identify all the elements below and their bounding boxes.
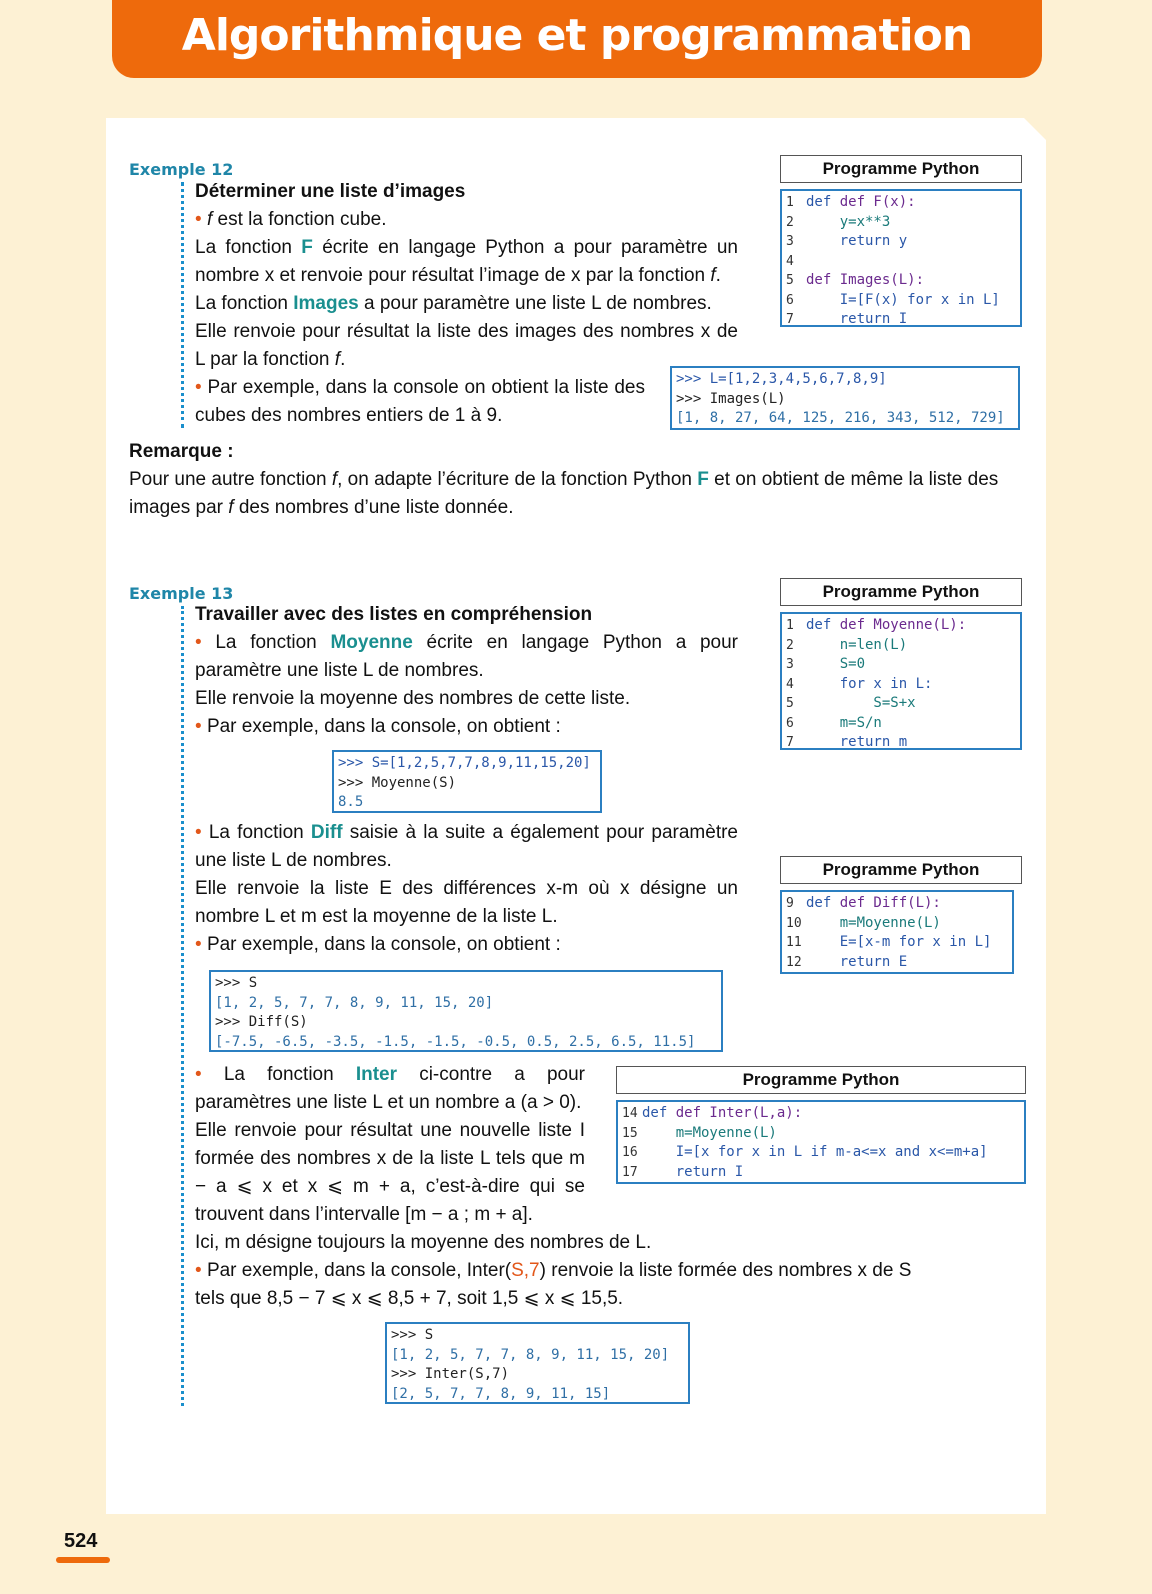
code-line: 14 def def Inter(L,a): xyxy=(622,1105,803,1121)
paragraph-images-result: Elle renvoie pour résultat la liste des images des nombres x de L par la fonction f. xyxy=(195,321,738,370)
page-number: 524 xyxy=(64,1530,98,1552)
paragraph-moyenne-result: Elle renvoie la moyenne des nombres de cette liste. xyxy=(195,688,631,709)
remark-title: Remarque : xyxy=(129,441,234,462)
console-line: >>> L=[1,2,3,4,5,6,7,8,9] xyxy=(676,371,887,387)
chapter-header xyxy=(112,0,1042,78)
paragraph-diff-example: • Par exemple, dans la console, on obtient : xyxy=(195,934,561,955)
code-line: 15 m=Moyenne(L) xyxy=(622,1124,777,1141)
console-line: >>> Diff(S) xyxy=(215,1014,308,1030)
remark-text: Pour une autre fonction f, on adapte l’écriture de la fonction Python F et on obtient de même la liste des images par f des nombres d’une liste donnée. xyxy=(129,469,999,518)
console-line: [1, 2, 5, 7, 7, 8, 9, 11, 15, 20] xyxy=(215,994,494,1011)
code-line: 4 xyxy=(786,253,794,269)
code-line: 16 I=[x for x in L if m-a<=x and x<=m+a] xyxy=(622,1144,988,1160)
code-line: 5 S=S+x xyxy=(786,695,916,711)
code-line: 3 return y xyxy=(786,233,908,249)
code-line: 6 m=S/n xyxy=(786,714,882,731)
python-program-title: Programme Python xyxy=(780,578,1022,606)
example-12-dotted-rule xyxy=(181,182,184,428)
code-line: 9 def def Diff(L): xyxy=(786,895,941,911)
code-line: 1 def def F(x): xyxy=(786,194,916,210)
paragraph-moyenne-example: • Par exemple, dans la console, on obtient : xyxy=(195,716,561,737)
example-12-title: Déterminer une liste d’images xyxy=(195,181,466,202)
code-line: 12 return E xyxy=(786,953,908,970)
code-line: 11 E=[x-m for x in L] xyxy=(786,934,992,950)
paragraph-moyenne: • La fonction Moyenne écrite en langage Python a pour paramètre une liste L de nombres. xyxy=(195,632,738,681)
paragraph-images: La fonction Images a pour paramètre une liste L de nombres. xyxy=(195,293,712,314)
python-code-block-12 xyxy=(780,189,1022,327)
console-output-inter xyxy=(385,1322,690,1404)
console-line: >>> Moyenne(S) xyxy=(338,774,457,791)
console-output-12 xyxy=(670,366,1020,430)
python-code-block-diff xyxy=(780,890,1014,974)
example-label-text: Exemple xyxy=(129,160,206,179)
example-12-bullet-console: • Par exemple, dans la console on obtient la liste des cubes des nombres entiers de 1 à 9. xyxy=(195,377,645,426)
code-line: 7 return I xyxy=(786,311,908,327)
example-13-moyenne-text xyxy=(195,629,738,741)
code-line: 1 def def Moyenne(L): xyxy=(786,617,967,633)
code-line: 7 return m xyxy=(786,734,908,750)
console-line: >>> S=[1,2,5,7,7,8,9,11,15,20] xyxy=(338,755,591,771)
code-line: 2 y=x**3 xyxy=(786,213,891,230)
example-13-inter-text xyxy=(195,1061,585,1229)
example-number: 13 xyxy=(211,584,234,603)
code-line: 10 m=Moyenne(L) xyxy=(786,914,941,931)
console-line: >>> S xyxy=(215,975,258,991)
paragraph-inter: • La fonction Inter ci-contre a pour paramètres une liste L et un nombre a (a > 0). xyxy=(195,1064,585,1113)
example-label-text: Exemple xyxy=(129,584,206,603)
example-12-text xyxy=(195,206,738,374)
example-13-title: Travailler avec des listes en compréhension xyxy=(195,604,593,625)
code-line: 17 return I xyxy=(622,1163,744,1180)
console-output-diff xyxy=(209,970,723,1052)
console-line: [1, 2, 5, 7, 7, 8, 9, 11, 15, 20] xyxy=(391,1346,670,1363)
console-line: >>> Images(L) xyxy=(676,390,786,407)
code-line: 5 def Images(L): xyxy=(786,272,925,288)
bullet-cube: • f est la fonction cube. xyxy=(195,209,387,230)
python-program-title: Programme Python xyxy=(616,1066,1026,1094)
paragraph-diff: • La fonction Diff saisie à la suite a également pour paramètre une liste L de nombres. xyxy=(195,822,738,871)
code-line: 4 for x in L: xyxy=(786,675,933,692)
paragraph-inter-result: Elle renvoie pour résultat une nouvelle liste I formée des nombres x de la liste L tels que m − a ⩽ x et x ⩽ m + a, c’est-à-dire qui se trouvent dans l’intervalle [m − a ; m + a]. xyxy=(195,1120,585,1225)
python-program-title: Programme Python xyxy=(780,155,1022,183)
code-line: 2 n=len(L) xyxy=(786,636,908,653)
example-13-inter-note xyxy=(195,1229,1045,1313)
example-12-label xyxy=(129,160,233,179)
python-code-block-moyenne xyxy=(780,612,1022,750)
code-line: 3 S=0 xyxy=(786,656,866,672)
page-number-underline xyxy=(56,1557,110,1563)
paragraph-F: La fonction F écrite en langage Python a pour paramètre un nombre x et renvoie pour résultat l’image de x par la fonction f. xyxy=(195,237,738,286)
paragraph-inter-example: • Par exemple, dans la console, Inter(S,7) renvoie la liste formée des nombres x de S tels que 8,5 − 7 ⩽ x ⩽ 8,5 + 7, soit 1,5 ⩽ x ⩽ 15,5. xyxy=(195,1260,912,1309)
console-line: >>> Inter(S,7) xyxy=(391,1366,510,1382)
console-line: [1, 8, 27, 64, 125, 216, 343, 512, 729] xyxy=(676,410,1005,426)
example-13-dotted-rule xyxy=(181,606,184,1406)
paragraph-inter-note: Ici, m désigne toujours la moyenne des nombres de L. xyxy=(195,1232,652,1253)
python-code-block-inter xyxy=(616,1100,1026,1184)
console-output-moyenne xyxy=(332,750,602,813)
chapter-title: Algorithmique et programmation xyxy=(181,10,973,61)
paragraph-diff-result: Elle renvoie la liste E des différences x-m où x désigne un nombre L et m est la moyenne de la liste L. xyxy=(195,878,738,927)
code-line: 6 I=[F(x) for x in L] xyxy=(786,291,1000,308)
console-line: [2, 5, 7, 7, 8, 9, 11, 15] xyxy=(391,1385,611,1402)
console-line: [-7.5, -6.5, -3.5, -1.5, -1.5, -0.5, 0.5, 2.5, 6.5, 11.5] xyxy=(215,1033,696,1050)
console-line: 8.5 xyxy=(338,794,364,810)
console-line: >>> S xyxy=(391,1327,434,1343)
example-number: 12 xyxy=(211,160,234,179)
python-program-title: Programme Python xyxy=(780,856,1022,884)
example-13-diff-text xyxy=(195,819,738,959)
